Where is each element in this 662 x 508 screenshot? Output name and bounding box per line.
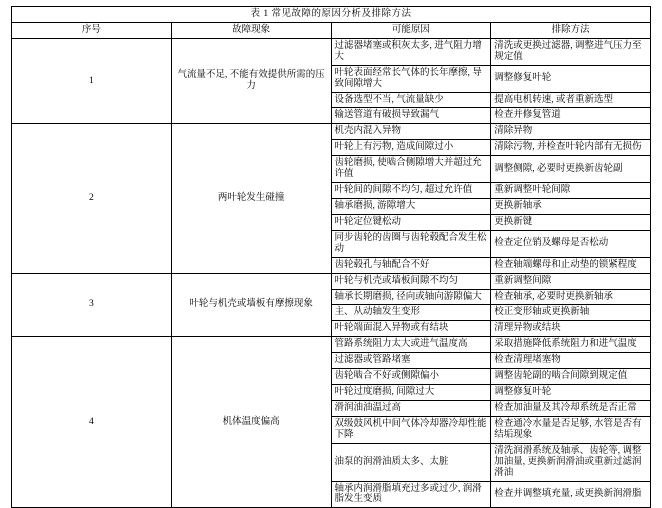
row-remedy: 重新调整间隙 — [491, 273, 651, 289]
row-remedy: 调整齿轮副的啮合间隙到规定值 — [491, 369, 651, 385]
table-caption: 表 1 常见故障的原因分析及排除方法 — [12, 7, 651, 23]
row-cause: 齿轮磨损, 使啮合侧隙增大并超过允许值 — [331, 156, 491, 183]
document-page — [11, 6, 651, 508]
row-cause: 过滤器堵塞或积灰太多, 进气阻力增大 — [331, 38, 491, 65]
row-remedy: 重新调整叶轮间隙 — [491, 183, 651, 199]
fault-analysis-table — [11, 6, 651, 508]
row-phenomenon: 气流量不足, 不能有效提供所需的压力 — [171, 38, 331, 124]
row-cause: 双级鼓风机中间气体冷却器冷却性能下降 — [331, 416, 491, 443]
row-remedy: 更换新轴承 — [491, 198, 651, 214]
row-cause: 轴承磨损, 游隙增大 — [331, 198, 491, 214]
row-seq: 4 — [12, 337, 172, 508]
row-remedy: 调整修复叶轮 — [491, 65, 651, 92]
row-remedy: 采取措施降低系统阻力和进气温度 — [491, 337, 651, 353]
row-remedy: 检查轴承, 必要时更换新轴承 — [491, 289, 651, 305]
table-body — [12, 7, 651, 508]
table-row — [12, 124, 651, 140]
row-seq: 2 — [12, 124, 172, 273]
row-cause: 叶轮间的间隙不均匀, 超过允许值 — [331, 183, 491, 199]
row-cause: 轴承长期磨损, 径向或轴向游隙偏大 — [331, 289, 491, 305]
header-remedy: 排除方法 — [491, 22, 651, 38]
row-seq: 1 — [12, 38, 172, 124]
row-remedy: 清除污物, 并检查叶轮内部有无损伤 — [491, 140, 651, 156]
row-phenomenon: 两叶轮发生碰撞 — [171, 124, 331, 273]
table-header-row — [12, 22, 651, 38]
row-cause: 叶轮上有污物, 造成间隙过小 — [331, 140, 491, 156]
row-cause: 输送管道有破损导致漏气 — [331, 108, 491, 124]
table-caption-row — [12, 7, 651, 23]
row-cause: 机壳内混入异物 — [331, 124, 491, 140]
row-cause: 设备选型不当, 气流量缺少 — [331, 92, 491, 108]
row-remedy: 检查轴端螺母和止动垫的锁紧程度 — [491, 257, 651, 273]
row-phenomenon: 机体温度偏高 — [171, 337, 331, 508]
row-cause: 叶轮表面经常长气体的长年摩擦, 导致间隙增大 — [331, 65, 491, 92]
row-seq: 3 — [12, 273, 172, 337]
row-cause: 油泵的润滑油质太多、太脏 — [331, 443, 491, 481]
row-remedy: 检查加油量及其冷却系统是否正常 — [491, 400, 651, 416]
row-cause: 管路系统阻力太大或进气温度高 — [331, 337, 491, 353]
row-phenomenon: 叶轮与机壳或墙板有摩擦现象 — [171, 273, 331, 337]
row-cause: 同步齿轮的齿圈与齿轮毂配合发生松动 — [331, 230, 491, 257]
header-cause: 可能原因 — [331, 22, 491, 38]
header-phenomenon: 故障现象 — [171, 22, 331, 38]
row-remedy: 清洗润滑系统及轴承、齿轮等, 调整加油量, 更换新润滑油或重新过滤润滑油 — [491, 443, 651, 481]
row-remedy: 更换新键 — [491, 214, 651, 230]
row-cause: 过滤器或管路堵塞 — [331, 353, 491, 369]
row-cause: 轴承内润滑脂填充过多或过少, 润滑脂发生变质 — [331, 481, 491, 508]
row-remedy: 清洗或更换过滤器, 调整进气压力至规定值 — [491, 38, 651, 65]
row-cause: 主、从动轴发生变形 — [331, 305, 491, 321]
row-remedy: 检查定位销及螺母是否松动 — [491, 230, 651, 257]
table-row — [12, 273, 651, 289]
row-remedy: 检查清理堵塞物 — [491, 353, 651, 369]
row-cause: 叶轮定位键松动 — [331, 214, 491, 230]
row-remedy: 调整侧隙, 必要时更换新齿轮副 — [491, 156, 651, 183]
row-cause: 齿轮啮合不好或侧隙偏小 — [331, 369, 491, 385]
row-remedy: 检查并修复管道 — [491, 108, 651, 124]
row-cause: 叶轮过度磨损, 间隙过大 — [331, 385, 491, 401]
row-remedy: 清除异物 — [491, 124, 651, 140]
row-remedy: 清理异物或结块 — [491, 321, 651, 337]
header-seq: 序号 — [12, 22, 172, 38]
row-remedy: 提高电机转速, 或者重新选型 — [491, 92, 651, 108]
row-remedy: 调整修复叶轮 — [491, 385, 651, 401]
row-cause: 叶轮端面混入异物或有结块 — [331, 321, 491, 337]
row-cause: 叶轮与机壳或墙板间隙不均匀 — [331, 273, 491, 289]
table-row — [12, 38, 651, 65]
row-cause: 齿轮毂孔与轴配合不好 — [331, 257, 491, 273]
row-remedy: 检查通冷水量是否足够, 水管是否有结垢现象 — [491, 416, 651, 443]
row-remedy: 校正变形轴或更换新轴 — [491, 305, 651, 321]
row-cause: 滑润油油温过高 — [331, 400, 491, 416]
table-row — [12, 337, 651, 353]
row-remedy: 检查并调整填充量, 或更换新润滑脂 — [491, 481, 651, 508]
